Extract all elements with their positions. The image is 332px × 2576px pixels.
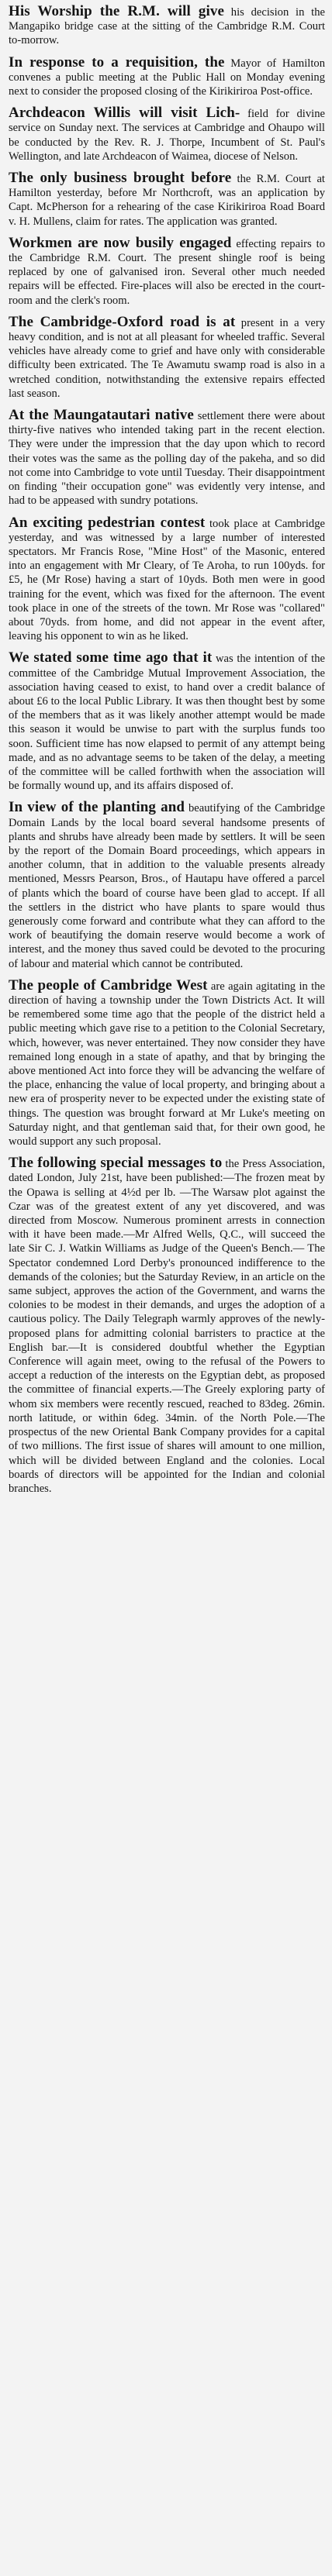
item-body: Mayor of Hamilton convenes a public meeting at the Public Hall on Monday evening next to consider the proposed closing of the Kirikiriroa Post-office. bbox=[9, 57, 325, 98]
news-item-improvement-association bbox=[9, 651, 325, 793]
news-item-press-messages bbox=[9, 1156, 325, 1496]
item-body: beautifying of the Cambridge Domain Lands by the local board several handsome presents of plants and shrubs have already been made by settlers. It will be seen by the report of the Domain Board proceedings, which appears in another column, that in addition to the valuable presents already mentioned, Messrs Pearson, Bros., of Hautapu have offered a parcel of plants which the board of course have been glad to accept. If all the settlers in the district who have plants to spare would thus generously come forward and contribute what they can afford to the work of beautifying the domain reserve would become a work of interest, and the money thus saved could be devoted to the procuring of labour and material which cannot be contributed. bbox=[9, 802, 325, 970]
item-lead: The people of Cambridge West bbox=[9, 976, 208, 994]
item-lead: Archdeacon Willis will visit Lich- bbox=[9, 105, 240, 122]
item-body: the R.M. Court at Hamilton yesterday, before Mr Northcroft, was an application by Capt. McPherson for a rehearing of the case Kirikiriroa Road Board v. H. Mullens, claim for rates. The application was granted. bbox=[9, 173, 325, 228]
news-item-bridge-case bbox=[9, 5, 325, 48]
item-body: was the intention of the committee of the Cambridge Mutual Improvement Association, the association having ceased to exist, to hand over a credit balance of about £6 to the local Public Library. It was then thought best by some of the members that as it was likely another attempt would be made this season it would be unwise to part with the surplus funds too soon. Sufficient time has now elapsed to permit of any attempt being made, and as no advantage seems to be taken of the delay, a meeting of the committee will be called forthwith when the association will be formally wound up, and its affairs disposed of. bbox=[9, 653, 325, 793]
item-body: settlement there were about thirty-five natives who intended taking part in the recent election. They were under the impression that the day upon which to record their votes was the same as the polling day of the pakeha, and so did not come into Cambridge to vote until Tuesday. Their disappointment on finding "their occupation gone" was evidently very intense, and had to be appeased with sundry potations. bbox=[9, 410, 326, 508]
item-body: are again agitating in the direction of having a township under the Town Districts Act. It will be remembered some time ago that the people of the district held a public meeting which gave rise to a petition to the Colonial Secretary, which, however, was never entertained. They now consider they have remained long enough in a state of apathy, and that by bringing the above mentioned Act into force they will be advancing the welfare of the place, enhancing the value of local property, and bringing about a new era of prosperity never to be expected under the existing state of things. The question was brought forward at Mr Luke's meeting on Saturday night, and that gentleman said that, for their own good, he would support any such proposal. bbox=[9, 980, 326, 1149]
news-item-pedestrian-contest bbox=[9, 516, 325, 644]
item-lead: An exciting pedestrian contest bbox=[9, 514, 206, 531]
news-item-oxford-road bbox=[9, 315, 325, 401]
news-item-rm-court bbox=[9, 171, 325, 229]
item-body: took place at Cambridge yesterday, and was witnessed by a large number of interested spectators. Mr Francis Rose, "Mine Host" of the Masonic, entered into an engagement with Mr Cleary, of Te Aroha, to run 100yds. for £5, he (Mr Rose) having a start of 10yds. Both men were in good training for the event, which was fixed for the afternoon. The event took place in one of the streets of the town. Mr Rose was "collared" about 70yds. from home, and did not appear in the event after, leaving his opponent to win as he liked. bbox=[9, 517, 326, 643]
item-lead: Workmen are now busily engaged bbox=[9, 234, 232, 251]
item-body: field for divine service on Sunday next. The services at Cambridge and Ohaupo will be conducted by the Rev. R. J. Thorpe, Incumbent of St. Paul's Wellington, and late Archdeacon of Waimea, diocese of Nelson. bbox=[9, 108, 325, 163]
news-item-requisition bbox=[9, 53, 325, 99]
item-lead: In view of the planting and bbox=[9, 799, 185, 816]
news-item-court-repairs bbox=[9, 236, 325, 308]
item-body: present in a very heavy condition, and is not at all pleasant for wheeled traffic. Several vehicles have already come to grief and have only with considerable difficulty been extricated. The Te Awamutu swamp road is also in a wretched condition, notwithstanding the extensive repairs effected last season. bbox=[9, 316, 325, 400]
item-lead: In response to a requisition, the bbox=[9, 53, 225, 71]
item-lead: The Cambridge-Oxford road is at bbox=[9, 313, 236, 330]
news-item-domain-planting bbox=[9, 801, 325, 970]
item-body: effecting repairs to the Cambridge R.M. Court. The present shingle roof is being replaced by one of galvanised iron. Several other much needed repairs will be effected. Fire-places will also be erected in the court-room and the clerk's room. bbox=[9, 237, 325, 307]
item-body: the Press Association, dated London, July 21st, have been published:—The frozen meat by the Opawa is selling at 4½d per lb. —The Warsaw plot against the Czar was of the greatest extent of any yet discovered, and was directed from Moscow. Numerous prominent arrests in connection with it have been made.—Mr Alfred Wells, Q.C., will succeed the late Sir C. J. Watkin Williams as Judge of the Queen's Bench.— The Spectator condemned Lord Derby's pronounced indifference to the demands of the colonies; but the Saturday Review, in an article on the same subject, approves the action of the Government, and warns the colonies to be modest in their demands, and urges the adoption of a cautious policy. The Daily Telegraph warmly approves of the newly-proposed plans for admitting colonial barristers to practice at the English bar.—It is considered doubtful whether the Egyptian Conference will again meet, owing to the refusal of the Powers to accept a reduction of the interests on the Egyptian debt, as proposed the committee of financial experts.—The Greely exploring party of whom six members were recently rescued, reached to 83deg. 26min. north latitude, or within 6deg. 34min. of the North Pole.—The prospectus of the new Oriental Bank Company provides for a capital of two millions. The first issue of shares will amount to one million, which will be divided between England and the colonies. Local boards of directors will be appointed for the Indian and colonial branches. bbox=[9, 1158, 325, 1495]
news-item-cambridge-west bbox=[9, 976, 326, 1149]
item-lead: We stated some time ago that it bbox=[9, 649, 213, 666]
news-item-native-voters bbox=[9, 408, 325, 508]
item-lead: At the Maungatautari native bbox=[9, 407, 194, 424]
item-lead: The only business brought before bbox=[9, 170, 232, 187]
item-lead: His Worship the R.M. will give bbox=[9, 3, 224, 19]
news-item-archdeacon bbox=[9, 106, 325, 164]
item-lead: The following special messages to bbox=[9, 1155, 223, 1172]
item-body: his decision in the Mangapiko bridge case at the sitting of the Cambridge R.M. Court to-morrow. bbox=[9, 6, 325, 47]
